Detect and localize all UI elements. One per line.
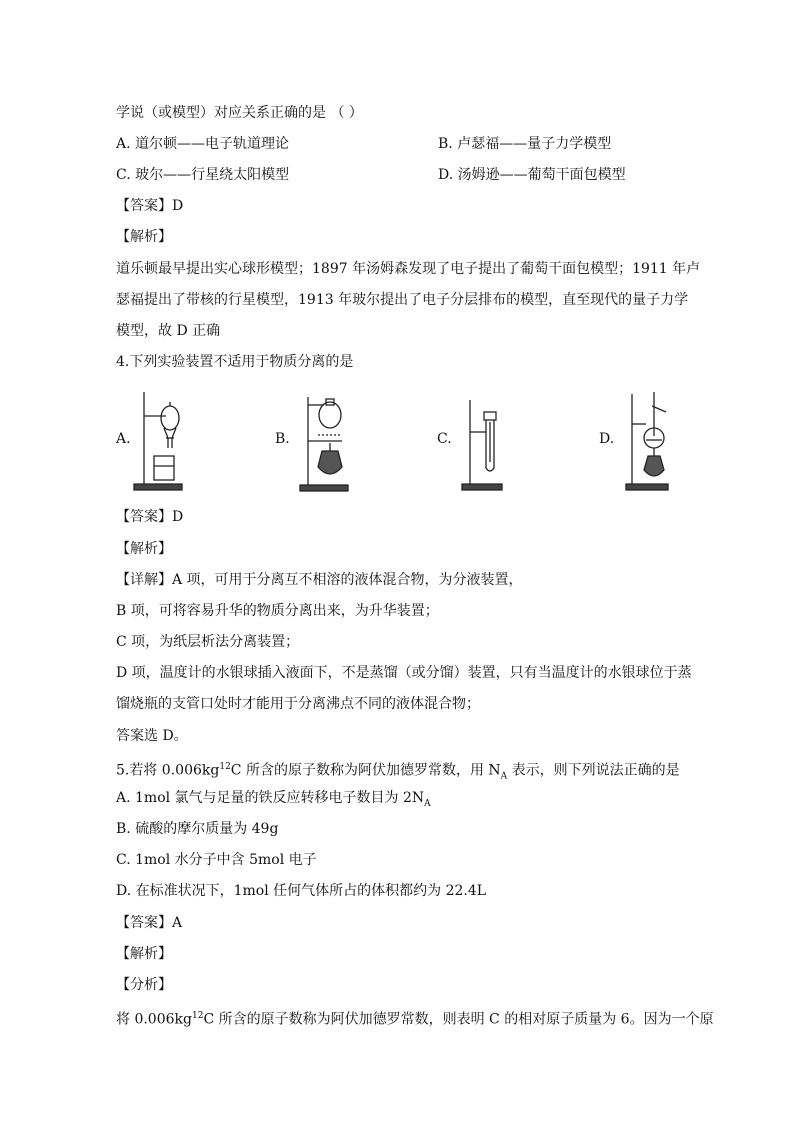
q3-stem: 学说（或模型）对应关系正确的是 （ ）	[116, 105, 363, 121]
distillation-apparatus	[622, 390, 672, 493]
q4-detail-line-1: 【详解】A 项，可用于分离互不相溶的液体混合物，为分液装置，	[116, 572, 523, 588]
q5-fenxi-heading: 【分析】	[116, 977, 172, 993]
q5-answer: 【答案】A	[116, 915, 183, 931]
q4-answer: 【答案】D	[116, 509, 184, 525]
q3-analysis-line-3: 模型，故 D 正确	[116, 323, 221, 339]
q4-detail-line-6: 答案选 D。	[116, 728, 188, 744]
separatory-funnel-apparatus	[128, 388, 188, 493]
q3-analysis-line-1: 道乐顿最早提出实心球形模型；1897 年汤姆森发现了电子提出了葡萄干面包模型；1911 年卢	[116, 261, 701, 277]
q3-analysis-line-2: 瑟福提出了带核的行星模型，1913 年玻尔提出了电子分层排布的模型，直至现代的量子力学	[116, 292, 689, 308]
q4-detail-line-2: B 项，可将容易升华的物质分离出来，为升华装置；	[116, 603, 439, 619]
sublimation-apparatus	[296, 395, 356, 495]
q5-analysis-line-1: 将 $0.006kg^{12}C$ 所含的原子数称为阿伏加德罗常数，则表明 C 的相对原子质量为 6。因为一个原	[116, 1011, 714, 1028]
q4-detail-line-3: C 项，为纸层析法分离装置；	[116, 634, 300, 650]
q3-analysis-heading: 【解析】	[116, 229, 172, 245]
q5-option-c: C. 1mol 水分子中含 5mol 电子	[116, 852, 317, 868]
figure-label-a: A.	[116, 431, 131, 447]
q4-detail-line-5: 馏烧瓶的支管口处时才能用于分离沸点不同的液体混合物；	[116, 696, 480, 712]
q3-option-d: D. 汤姆逊——葡萄干面包模型	[438, 167, 626, 183]
q5-option-d: D. 在标准状况下，1mol 任何气体所占的体积都约为 22.4L	[116, 883, 487, 899]
figure-label-c: C.	[437, 431, 452, 447]
q5-option-b: B. 硫酸的摩尔质量为 49g	[116, 821, 279, 837]
q5-stem: 5.若将 $0.006kg^{12}C$ 所含的原子数称为阿伏加德罗常数，用 $N_A$ 表示，则下列说法正确的是	[116, 762, 680, 782]
q4-analysis-heading: 【解析】	[116, 541, 172, 557]
q3-answer: 【答案】D	[116, 198, 184, 214]
q3-option-a: A. 道尔顿——电子轨道理论	[116, 136, 290, 152]
q5-option-a: A. 1mol 氯气与足量的铁反应转移电子数目为 $2N_A$	[116, 790, 431, 809]
paper-chromatography-apparatus	[458, 398, 508, 493]
q5-analysis-heading: 【解析】	[116, 946, 172, 962]
q3-option-b: B. 卢瑟福——量子力学模型	[438, 136, 612, 152]
figure-label-b: B.	[275, 431, 290, 447]
q4-stem: 4.下列实验装置不适用于物质分离的是	[116, 354, 354, 370]
q3-option-c: C. 玻尔——行星绕太阳模型	[116, 167, 290, 183]
q4-detail-line-4: D 项，温度计的水银球插入液面下，不是蒸馏（或分馏）装置，只有当温度计的水银球位于蒸	[116, 665, 692, 681]
figure-label-d: D.	[599, 431, 615, 447]
